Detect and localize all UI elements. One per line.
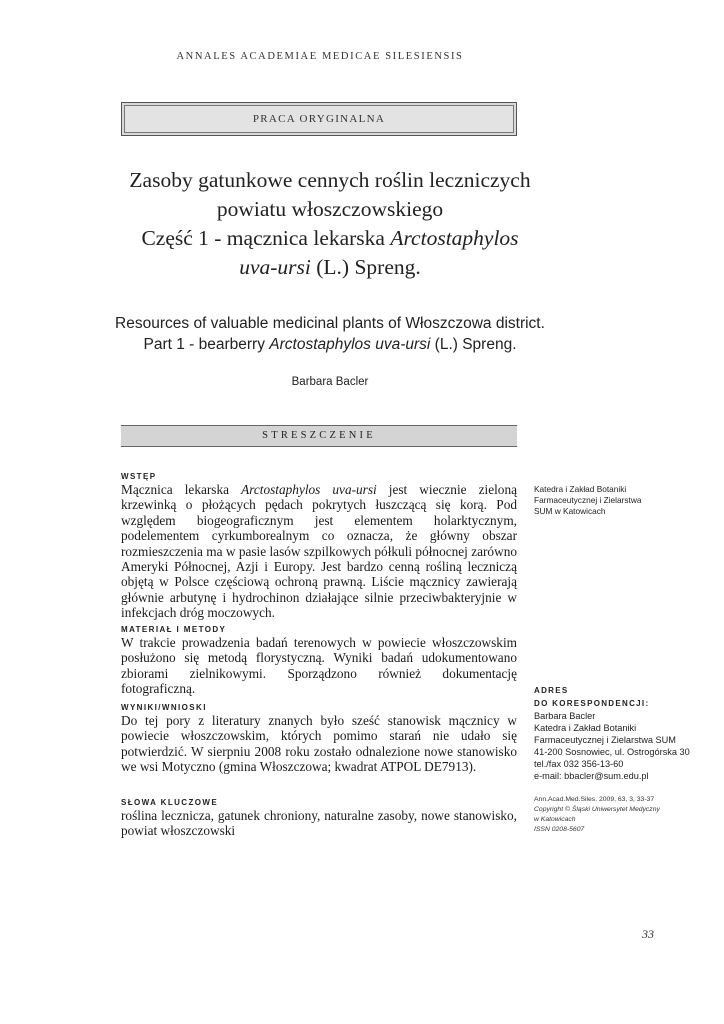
page-number: 33 [642, 927, 654, 941]
title-en-species: Arctostaphylos uva-ursi [269, 336, 431, 353]
section-label: WSTĘP [121, 472, 157, 481]
address-label: DO KORESPONDENCJI: [534, 699, 650, 708]
copyright-city: w Katowicach [534, 816, 576, 823]
issn: ISSN 0208-5607 [534, 826, 585, 833]
section-label: SŁOWA KLUCZOWE [121, 798, 219, 807]
title-pl-species-genus: Arctostaphylos [390, 226, 519, 250]
title-pl-line-1: Zasoby gatunkowe cennych roślin leczniczych [129, 168, 531, 192]
title-pl-line-4-text: (L.) Spreng. [310, 255, 421, 279]
address-line: tel./fax 032 356-13-60 [534, 759, 624, 769]
affiliation-line: Farmaceutycznej i Zielarstwa [534, 495, 642, 505]
section-body: roślina lecznicza, gatunek chroniony, naturalne zasoby, nowe stanowisko, powiat włoszczowski [121, 808, 517, 839]
section-methods [121, 625, 517, 697]
abstract-heading: STRESZCZENIE [121, 425, 517, 447]
article-type-box [121, 102, 517, 136]
email-address: e-mail: bbacler@sum.edu.pl [534, 771, 649, 781]
copyright: Copyright © Śląski Uniwersytet Medyczny [534, 806, 660, 813]
intro-species: Arctostaphylos uva-ursi [241, 482, 377, 497]
section-keywords [121, 798, 517, 839]
sidebar-affiliation [534, 484, 714, 517]
title-en-line-2-post: (L.) Spreng. [430, 336, 517, 353]
intro-pre: Mącznica lekarska [121, 482, 242, 497]
title-pl-line-3 [80, 224, 580, 253]
address-label: ADRES [534, 686, 569, 695]
section-results [121, 703, 517, 775]
title-pl-line-4 [80, 253, 580, 282]
title-en-line-2 [80, 334, 580, 355]
title-polish [80, 166, 580, 282]
title-en-line-2-pre: Part 1 - bearberry [143, 336, 270, 353]
address-line: Barbara Bacler [534, 711, 596, 721]
section-introduction [121, 472, 517, 621]
sidebar-citation [534, 795, 714, 835]
article-type-label: PRACA ORYGINALNA [124, 105, 514, 133]
address-line: Katedra i Zakład Botaniki [534, 723, 637, 733]
affiliation-line: SUM w Katowicach [534, 506, 606, 516]
section-label: WYNIKI/WNIOSKI [121, 703, 207, 712]
section-body [121, 482, 517, 621]
journal-header: ANNALES ACADEMIAE MEDICAE SILESIENSIS [176, 51, 464, 62]
section-label: MATERIAŁ I METODY [121, 625, 227, 634]
address-line: 41-200 Sosnowiec, ul. Ostrogórska 30 [534, 747, 690, 757]
title-pl-species-epithet: uva-ursi [239, 255, 311, 279]
section-body: W trakcie prowadzenia badań terenowych w powiecie włoszczowskim posłużono się metodą florystyczną. Wyniki badań udokumentowano zbiorami zielnikowymi. Sporządzono również dokumentację fotograficzną. [121, 635, 517, 697]
title-pl-line-3-text: Część 1 - mącznica lekarska [141, 226, 391, 250]
title-en-line-1: Resources of valuable medicinal plants of Włoszczowa district. [115, 315, 545, 332]
section-body: Do tej pory z literatury znanych było sześć stanowisk mącznicy w powiecie włoszczowskim, których pomimo starań nie udało się potwierdzić. W sierpniu 2008 roku zostało odnalezione nowe stanowisko we wsi Motyczno (gmina Włoszczowa; kwadrat ATPOL DE7913). [121, 713, 517, 775]
title-pl-line-2: powiatu włoszczowskiego [216, 197, 444, 221]
title-english [80, 313, 580, 355]
affiliation-line: Katedra i Zakład Botaniki [534, 484, 627, 494]
intro-post: jest wiecznie zieloną krzewinką o płożących pędach pokrytych łuszczącą się korą. Pod względem biogeograficznym jest elementem holarktycznym, podelementem cyrkumborealnym co oznacza, że główny obszar rozmieszczenia ma w pasie lasów szpilkowych półkuli północnej zarówno Ameryki Północnej, Azji i Europy. Jest bardzo cenną rośliną leczniczą objętą w Polsce częściową ochroną prawną. Liście mącznicy zawierają głównie arbutynę i hydrochinon działające silnie przeciwbakteryjnie w infekcjach dróg moczowych. [121, 482, 517, 621]
address-line: Farmaceutycznej i Zielarstwa SUM [534, 735, 676, 745]
author-name: Barbara Bacler [291, 376, 369, 388]
sidebar-correspondence [534, 684, 714, 782]
citation: Ann.Acad.Med.Siles. 2009, 63, 3, 33-37 [534, 796, 655, 803]
